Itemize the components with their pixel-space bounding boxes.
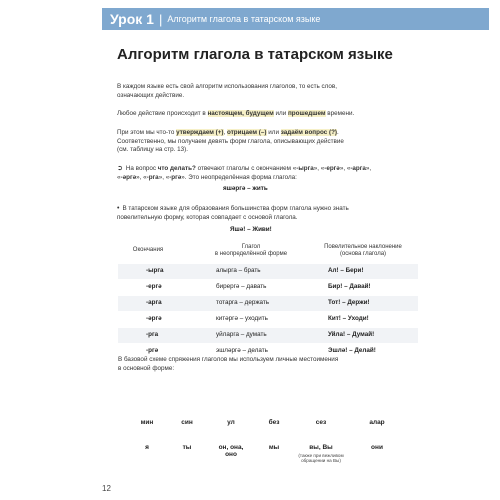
ending-6: -ргә	[169, 173, 182, 181]
intro-paragraph	[117, 83, 417, 100]
tenses-text-mid: или	[273, 110, 288, 117]
pronoun-footnote-l2: обращении на Вы)	[301, 458, 341, 464]
table-row	[118, 296, 418, 311]
pronouns-note-line-1: В базовой схеме спряжения глаголов мы используем личные местоимения	[118, 356, 339, 363]
imperative-line-1	[117, 205, 417, 214]
row-infinitive: эшләргә – делать	[216, 347, 268, 354]
page-heading: Алгоритм глагола в татарском языке	[117, 46, 393, 63]
infinitive-line-2	[117, 174, 417, 183]
lesson-separator: |	[158, 11, 163, 27]
lesson-header-bar	[102, 8, 489, 30]
row-ending: -әргә	[146, 315, 162, 322]
pointer-bullet-icon: ➲	[117, 165, 123, 172]
pronoun-russian-3-l2: оно	[225, 451, 237, 458]
pronouns-note	[118, 356, 408, 373]
ending-sep-4: », «	[136, 173, 147, 181]
question-label: задаём вопрос (?)	[280, 129, 338, 136]
pronoun-russian-6: они	[371, 444, 383, 451]
bullet-icon: •	[117, 205, 120, 212]
row-imperative: Эшлә! – Делай!	[328, 347, 376, 354]
pronoun-russian-3	[206, 444, 256, 458]
row-ending: -ргә	[146, 347, 159, 354]
col-header-infinitive	[196, 244, 306, 258]
infinitive-text-post: ». Это неопределённая форма глагола:	[181, 173, 297, 181]
row-ending: -арга	[146, 299, 162, 306]
col-header-imperative-l2: (основа глагола)	[339, 251, 387, 257]
forms-paragraph	[117, 129, 417, 155]
tense-present-future: настоящем, будущем	[207, 110, 274, 117]
tenses-text-pre: Любое действие происходит в	[117, 110, 208, 117]
imperative-example: Яшә! – Живи!	[230, 226, 272, 233]
pronoun-tatar-6: алар	[369, 419, 385, 426]
infinitive-example: яшәргә – жить	[223, 185, 268, 192]
row-infinitive: алырга – брать	[216, 267, 261, 274]
ending-sep-open: «	[117, 173, 121, 181]
pronoun-tatar-5: сез	[315, 419, 327, 426]
ending-5: -рга	[146, 173, 159, 181]
intro-line-1: В каждом языке есть свой алгоритм использования глаголов, то есть слов,	[117, 83, 337, 90]
ending-4: -әргә	[120, 173, 137, 181]
row-ending: -ергә	[146, 283, 162, 290]
infinitive-text-mid: отвечают глаголы с окончанием «	[195, 165, 297, 172]
row-imperative: Тот! – Держи!	[328, 299, 370, 306]
imperative-line-2: повелительную форму, которая совпадает с основой глагола.	[117, 213, 298, 221]
row-imperative: Бир! – Давай!	[328, 283, 371, 290]
table-row	[118, 264, 418, 279]
table-row	[118, 312, 418, 327]
row-ending: -рга	[146, 331, 159, 338]
row-imperative: Кит! – Уходи!	[328, 315, 369, 322]
intro-line-2: означающих действие.	[117, 91, 185, 99]
row-infinitive: бирергә – давать	[216, 283, 267, 290]
row-imperative: Ал! – Бери!	[328, 267, 364, 274]
pronoun-footnote	[291, 453, 351, 463]
pronoun-russian-2: ты	[182, 444, 192, 451]
lesson-title: Алгоритм глагола в татарском языке	[167, 14, 321, 24]
pronoun-footnote-l1: (также при вежливом	[298, 453, 344, 458]
forms-text-sep: ,	[223, 129, 228, 136]
forms-line-2: Соответственно, мы получаем девять форм глагола, описывающих действие	[117, 137, 344, 145]
infinitive-question: что делать?	[157, 165, 196, 172]
ending-sep-1: », «	[313, 165, 325, 172]
ending-1: -ырга	[296, 165, 314, 172]
deny-label: отрицаем (–)	[227, 129, 267, 136]
forms-line-3: (см. таблицу на стр. 13).	[117, 146, 189, 154]
imperative-paragraph	[117, 205, 417, 222]
col-header-infinitive-l2: в неопределённой форме	[214, 251, 288, 257]
col-header-infinitive-l1: Глагол	[241, 244, 261, 250]
forms-line-1	[117, 129, 417, 138]
infinitive-paragraph	[117, 165, 417, 182]
infinitive-text-pre: На вопрос	[125, 165, 158, 172]
tense-past: прошедшем	[287, 110, 326, 117]
pronoun-russian-4: мы	[268, 444, 280, 451]
forms-text-pre: При этом мы что-то	[117, 129, 177, 136]
tenses-paragraph	[117, 110, 417, 119]
ending-sep-2: », «	[339, 165, 351, 172]
col-header-imperative	[303, 244, 423, 258]
row-infinitive: китәргә – уходить	[216, 315, 268, 322]
ending-sep-3: »,	[365, 165, 372, 172]
ending-3: -арга	[350, 165, 366, 172]
row-imperative: Уйла! – Думай!	[328, 331, 375, 338]
pronoun-russian-3-l1: он, она,	[218, 444, 244, 451]
lesson-number: Урок 1	[110, 11, 154, 27]
forms-text-end: .	[337, 129, 339, 136]
pronoun-russian-1: я	[145, 444, 149, 451]
pronoun-tatar-3: ул	[227, 419, 235, 426]
imperative-text-1: В татарском языке для образования большинства форм глагола нужно знать	[122, 205, 349, 212]
table-row	[118, 280, 418, 295]
pronoun-tatar-1: мин	[140, 419, 154, 426]
pronoun-tatar-2: син	[181, 419, 193, 426]
table-row	[118, 328, 418, 343]
pronoun-russian-5: вы, Вы	[309, 444, 333, 451]
col-header-endings: Окончания	[132, 247, 164, 253]
infinitive-line-1	[117, 165, 417, 174]
row-infinitive: тотарга – держать	[216, 299, 270, 306]
affirm-label: утверждаем (+)	[176, 129, 224, 136]
tenses-text-post: времени.	[325, 110, 355, 117]
page-number: 12	[102, 484, 111, 493]
row-ending: -ырга	[146, 267, 164, 274]
ending-sep-5: », «	[158, 173, 170, 181]
col-header-imperative-l1: Повелительное наклонение	[324, 244, 402, 250]
pronoun-tatar-4: без	[268, 419, 280, 426]
forms-text-or: или	[266, 129, 281, 136]
row-infinitive: уйларга – думать	[216, 331, 267, 338]
pronouns-note-line-2: в основной форме:	[118, 364, 175, 372]
ending-2: -ергә	[324, 165, 340, 172]
